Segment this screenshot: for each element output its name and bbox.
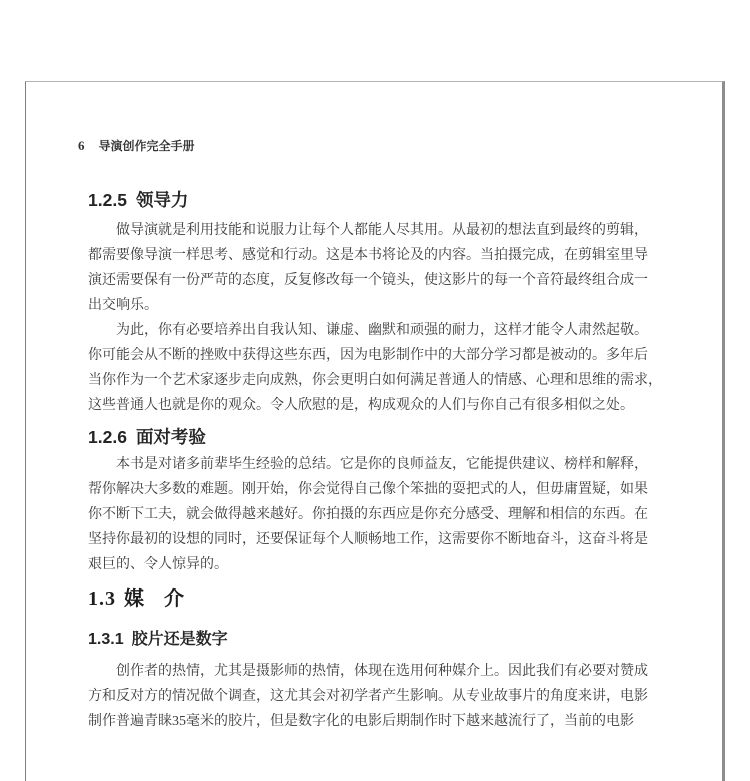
- text-line: 帮你解决大多数的难题。刚开始，你会觉得自己像个笨拙的耍把式的人，但毋庸置疑，如果: [88, 482, 648, 497]
- paragraph: [88, 452, 648, 577]
- text-line: 艰巨的、令人惊异的。: [88, 557, 228, 572]
- paragraph: [88, 218, 648, 318]
- page-number: 6: [78, 138, 85, 153]
- heading-title: 媒 介: [124, 588, 184, 610]
- paragraph: [88, 659, 648, 734]
- book-title: 导演创作完全手册: [98, 139, 195, 153]
- text-line: 创作者的热情，尤其是摄影师的热情，体现在选用何种媒介上。因此我们有必要对赞成: [116, 664, 648, 679]
- heading-number: 1.2.5: [88, 190, 127, 210]
- text-line: 方和反对方的情况做个调查，这尤其会对初学者产生影响。从专业故事片的角度来讲，电影: [88, 689, 648, 704]
- text-line: 你可能会从不断的挫败中获得这些东西，因为电影制作中的大部分学习都是被动的。多年后: [88, 348, 648, 363]
- heading-number: 1.3: [88, 588, 116, 610]
- text-line: 演还需要保有一份严苛的态度，反复修改每一个镜头，使这影片的每一个音符最终组合成一: [88, 273, 648, 288]
- text-line: 为此，你有必要培养出自我认知、谦虚、幽默和顽强的耐力，这样才能令人肃然起敬。: [116, 323, 648, 338]
- text-line: 本书是对诸多前辈毕生经验的总结。它是你的良师益友，它能提供建议、榜样和解释，: [116, 457, 648, 472]
- section-heading-1.3: [88, 587, 648, 611]
- heading-title: 领导力: [135, 190, 189, 210]
- text-line: 这些普通人也就是你的观众。令人欣慰的是，构成观众的人们与你自己有很多相似之处。: [88, 398, 634, 413]
- text-line: 都需要像导演一样思考、感觉和行动。这是本书将论及的内容。当拍摄完成，在剪辑室里导: [88, 248, 648, 263]
- heading-title: 面对考验: [135, 427, 206, 447]
- text-line: 做导演就是利用技能和说服力让每个人都能人尽其用。从最初的想法直到最终的剪辑，: [116, 223, 648, 238]
- running-header: [78, 138, 722, 153]
- section-heading-1.3.1: [88, 630, 648, 650]
- page-content: [88, 190, 662, 734]
- text-line: 坚持你最初的设想的同时，还要保证每个人顺畅地工作，这需要你不断地奋斗，这奋斗将是: [88, 532, 648, 547]
- text-line: 出交响乐。: [88, 298, 158, 313]
- section-heading-1.2.5: [88, 190, 648, 210]
- heading-number: 1.2.6: [88, 427, 127, 447]
- heading-title: 胶片还是数字: [131, 631, 228, 648]
- heading-number: 1.3.1: [88, 631, 124, 648]
- paragraph: [88, 318, 662, 418]
- text-line: 制作普遍青睐35毫米的胶片，但是数字化的电影后期制作时下越来越流行了，当前的电影: [88, 714, 634, 729]
- section-heading-1.2.6: [88, 427, 648, 447]
- text-line: 你不断下工夫，就会做得越来越好。你拍摄的东西应是你充分感受、理解和相信的东西。在: [88, 507, 648, 522]
- text-line: 当你作为一个艺术家逐步走向成熟，你会更明白如何满足普通人的情感、心理和思维的需求，: [88, 373, 662, 388]
- book-page: [25, 81, 725, 781]
